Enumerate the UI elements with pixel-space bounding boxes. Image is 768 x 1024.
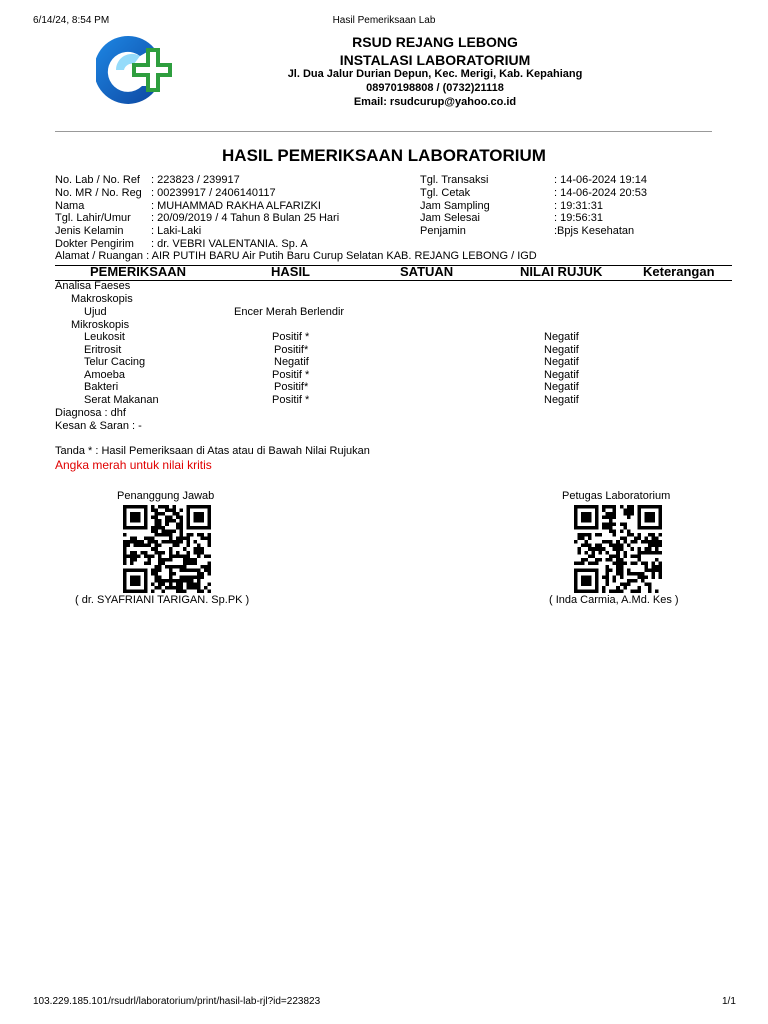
test-name: Telur Cacing bbox=[84, 356, 146, 368]
jenis-kelamin-label: Jenis Kelamin bbox=[55, 225, 124, 237]
col-header-pemeriksaan: PEMERIKSAAN bbox=[90, 264, 187, 279]
signature-right-name: ( Inda Carmia, A.Md. Kes ) bbox=[549, 594, 679, 606]
test-result: Encer Merah Berlendir bbox=[234, 306, 345, 318]
no-mr-value: : 00239917 / 2406140117 bbox=[151, 187, 276, 199]
tgl-cetak-value: : 14-06-2024 20:53 bbox=[554, 187, 647, 199]
qr-code-icon bbox=[571, 505, 665, 593]
dokter-label: Dokter Pengirim bbox=[55, 238, 134, 250]
penjamin-value: :Bpjs Kesehatan bbox=[554, 225, 635, 237]
hospital-name: RSUD REJANG LEBONG bbox=[352, 34, 518, 50]
test-name: Eritrosit bbox=[84, 344, 122, 356]
hospital-phone: 08970198808 / (0732)21118 bbox=[366, 82, 504, 94]
table-header-rule bbox=[55, 280, 732, 281]
signature-right-title: Petugas Laboratorium bbox=[562, 490, 671, 502]
test-result: Positif * bbox=[272, 331, 310, 343]
tgl-lahir-value: : 20/09/2019 / 4 Tahun 8 Bulan 25 Hari bbox=[151, 212, 340, 224]
test-name: Ujud bbox=[84, 306, 107, 318]
jam-sampling-label: Jam Sampling bbox=[420, 200, 490, 212]
group-label: Analisa Faeses bbox=[55, 280, 131, 292]
test-result: Positif* bbox=[274, 344, 309, 356]
col-header-hasil: HASIL bbox=[271, 264, 310, 279]
abnormal-note: Tanda * : Hasil Pemeriksaan di Atas atau di Bawah Nilai Rujukan bbox=[55, 445, 370, 457]
nama-label: Nama bbox=[55, 200, 85, 212]
print-page-title: Hasil Pemeriksaan Lab bbox=[332, 15, 436, 26]
tgl-transaksi-label: Tgl. Transaksi bbox=[420, 174, 489, 186]
jam-sampling-value: : 19:31:31 bbox=[554, 200, 603, 212]
subgroup-label: Mikroskopis bbox=[71, 319, 130, 331]
penjamin-label: Penjamin bbox=[420, 225, 466, 237]
no-mr-label: No. MR / No. Reg bbox=[55, 187, 142, 199]
critical-note: Angka merah untuk nilai kritis bbox=[55, 458, 212, 472]
col-header-satuan: SATUAN bbox=[400, 264, 454, 279]
no-lab-value: : 223823 / 239917 bbox=[151, 174, 240, 186]
diagnosa: Diagnosa : dhf bbox=[55, 407, 126, 419]
col-header-keterangan: Keterangan bbox=[643, 264, 715, 279]
report-title: HASIL PEMERIKSAAN LABORATORIUM bbox=[222, 146, 546, 165]
jam-selesai-label: Jam Selesai bbox=[420, 212, 480, 224]
test-result: Negatif bbox=[274, 356, 309, 368]
alamat-line: Alamat / Ruangan : AIR PUTIH BARU Air Putih Baru Curup Selatan KAB. REJANG LEBONG / IGD bbox=[55, 250, 537, 262]
print-page-number: 1/1 bbox=[722, 996, 736, 1007]
signature-left-title: Penanggung Jawab bbox=[117, 490, 215, 502]
test-reference: Negatif bbox=[544, 381, 579, 393]
col-header-nilai-rujuk: NILAI RUJUK bbox=[520, 264, 603, 279]
test-reference: Negatif bbox=[544, 356, 579, 368]
test-reference: Negatif bbox=[544, 369, 579, 381]
test-result: Positif * bbox=[272, 369, 310, 381]
test-reference: Negatif bbox=[544, 394, 579, 406]
test-name: Bakteri bbox=[84, 381, 119, 393]
test-name: Leukosit bbox=[84, 331, 125, 343]
header-divider bbox=[55, 131, 712, 132]
tgl-cetak-label: Tgl. Cetak bbox=[420, 187, 471, 199]
no-lab-label: No. Lab / No. Ref bbox=[55, 174, 140, 186]
test-reference: Negatif bbox=[544, 331, 579, 343]
test-reference: Negatif bbox=[544, 344, 579, 356]
test-result: Positif* bbox=[274, 381, 309, 393]
kesan-saran: Kesan & Saran : - bbox=[55, 420, 142, 432]
hospital-email: Email: rsudcurup@yahoo.co.id bbox=[353, 96, 517, 108]
signature-left-name: ( dr. SYAFRIANI TARIGAN. Sp.PK ) bbox=[75, 594, 250, 606]
jenis-kelamin-value: : Laki-Laki bbox=[151, 225, 202, 237]
subgroup-label: Makroskopis bbox=[71, 293, 133, 305]
dokter-value: : dr. VEBRI VALENTANIA. Sp. A bbox=[151, 238, 308, 250]
jam-selesai-value: : 19:56:31 bbox=[554, 212, 603, 224]
hospital-address: Jl. Dua Jalur Durian Depun, Kec. Merigi, Kab. Kepahiang bbox=[287, 68, 583, 80]
nama-value: : MUHAMMAD RAKHA ALFARIZKI bbox=[151, 200, 321, 212]
hospital-logo-icon bbox=[96, 34, 172, 106]
test-result: Positif * bbox=[272, 394, 310, 406]
tgl-lahir-label: Tgl. Lahir/Umur bbox=[55, 212, 131, 224]
print-url: 103.229.185.101/rsudrl/laboratorium/print/hasil-lab-rjl?id=223823 bbox=[33, 996, 321, 1007]
test-name: Amoeba bbox=[84, 369, 125, 381]
qr-code-icon bbox=[120, 505, 214, 593]
test-name: Serat Makanan bbox=[84, 394, 159, 406]
tgl-transaksi-value: : 14-06-2024 19:14 bbox=[554, 174, 647, 186]
print-date: 6/14/24, 8:54 PM bbox=[33, 15, 110, 26]
unit-name: INSTALASI LABORATORIUM bbox=[339, 52, 531, 68]
